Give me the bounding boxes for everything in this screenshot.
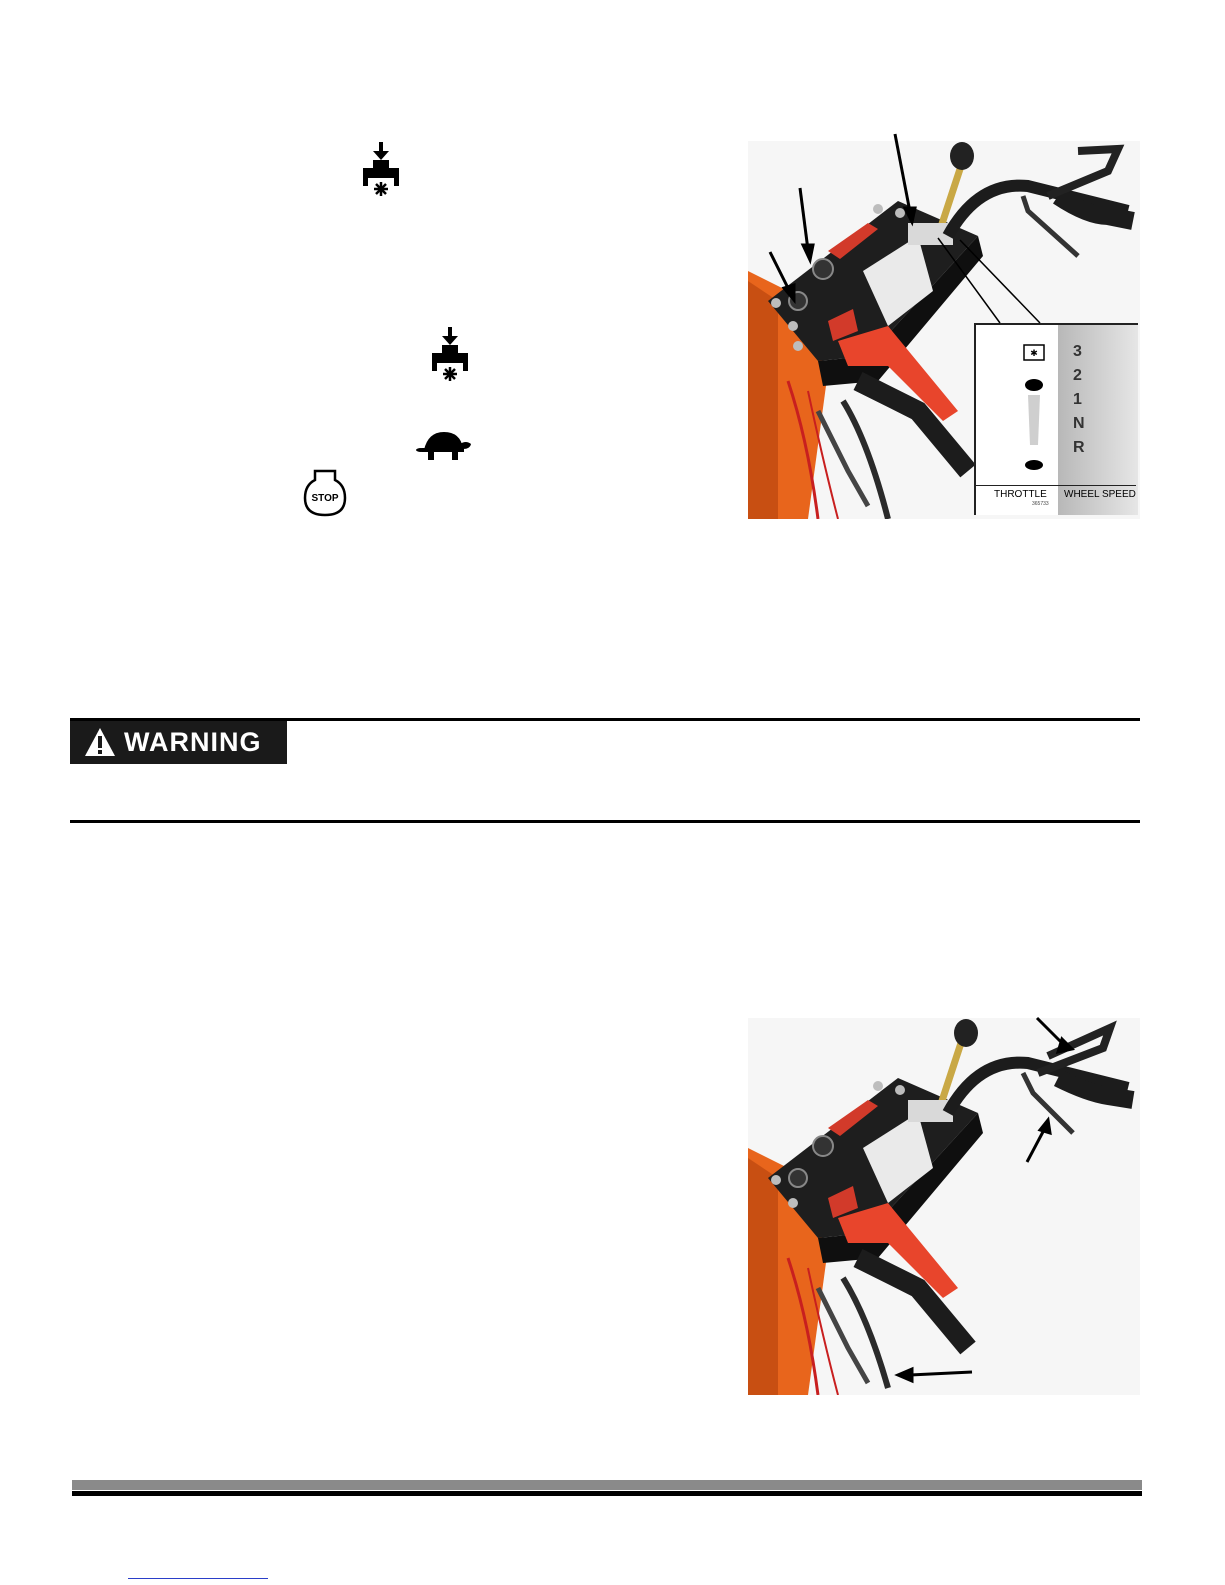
gear-n: N xyxy=(1073,415,1085,432)
footer-bar-grey xyxy=(72,1480,1142,1490)
gear-r: R xyxy=(1073,439,1085,456)
engine-stop-icon xyxy=(303,468,347,518)
turtle-icon xyxy=(416,428,472,462)
stop-icon-text: STOP xyxy=(311,493,339,504)
warning-bottom-rule xyxy=(70,820,1140,823)
gear-2: 2 xyxy=(1073,367,1082,384)
svg-text:✱: ✱ xyxy=(1030,349,1038,359)
callout-arrows-bottom xyxy=(890,1010,1090,1400)
gear-3: 3 xyxy=(1073,343,1082,360)
warning-text: WARNING xyxy=(124,727,262,757)
callout-arrows xyxy=(740,130,960,310)
choke-icon xyxy=(360,142,402,200)
throttle-label: THROTTLE xyxy=(994,489,1047,500)
gear-1: 1 xyxy=(1073,391,1082,408)
control-decal-inset xyxy=(974,323,1138,515)
choke-icon xyxy=(429,327,471,385)
wheel-speed-label: WHEEL SPEED xyxy=(1064,489,1136,500)
bottom-link-underline xyxy=(128,1578,268,1579)
exclamation-triangle-icon xyxy=(84,726,116,758)
footer-bar-black xyxy=(72,1491,1142,1496)
warning-label xyxy=(70,721,287,764)
inset-leader-lines xyxy=(930,230,1050,330)
part-number: 365733 xyxy=(1032,501,1049,507)
